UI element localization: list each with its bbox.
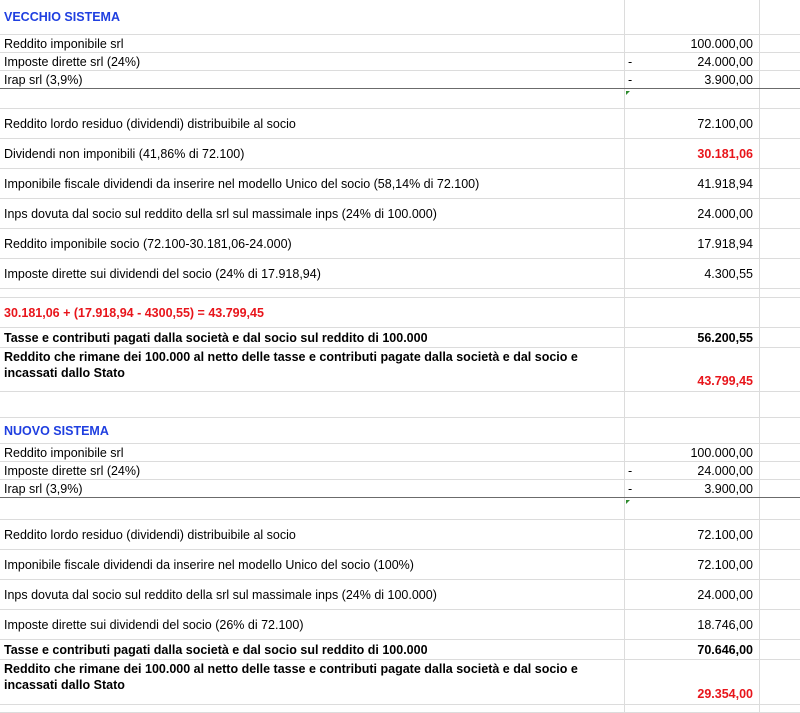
row-label: Tasse e contributi pagati dalla società e dal socio sul reddito di 100.000	[4, 642, 428, 657]
sheet-row	[0, 169, 800, 199]
row-label: Reddito imponibile srl	[4, 445, 124, 460]
sign-text: -	[628, 463, 633, 478]
label-cell[interactable]	[0, 35, 625, 52]
row-label: VECCHIO SISTEMA	[4, 10, 120, 24]
label-cell[interactable]	[0, 418, 625, 443]
label-cell[interactable]	[0, 0, 625, 34]
minus-sign	[625, 480, 639, 497]
value-cell[interactable]	[625, 550, 760, 579]
row-value: 17.918,94	[697, 236, 753, 251]
empty-row	[0, 705, 800, 713]
row-value: 70.646,00	[697, 642, 753, 657]
row-value: 24.000,00	[697, 206, 753, 221]
row-label-line2: incassati dallo Stato	[4, 678, 125, 692]
sheet-row	[0, 480, 800, 498]
sheet-row	[0, 610, 800, 640]
label-cell[interactable]	[0, 480, 625, 497]
cell-empty[interactable]	[760, 139, 800, 168]
label-cell[interactable]	[0, 580, 625, 609]
row-value: 3.900,00	[704, 72, 753, 87]
row-label: Irap srl (3,9%)	[4, 72, 83, 87]
value-cell[interactable]	[625, 640, 760, 659]
label-cell[interactable]	[0, 640, 625, 659]
sheet-row	[0, 35, 800, 53]
label-cell[interactable]	[0, 462, 625, 479]
row-label: Reddito che rimane dei 100.000 al netto delle tasse e contributi pagate dalla società e dal socio e	[4, 662, 578, 676]
cell-empty[interactable]	[760, 418, 800, 443]
label-cell[interactable]	[0, 550, 625, 579]
value-cell[interactable]	[625, 169, 760, 198]
row-label: Reddito lordo residuo (dividendi) distribuibile al socio	[4, 527, 296, 542]
sheet-row	[0, 444, 800, 462]
cell-empty[interactable]	[0, 89, 625, 108]
cell-empty[interactable]	[760, 498, 800, 519]
row-value: 30.181,06	[697, 146, 753, 161]
label-cell[interactable]	[0, 348, 625, 391]
sheet-row	[0, 520, 800, 550]
empty-row	[0, 498, 800, 520]
row-label: NUOVO SISTEMA	[4, 423, 109, 438]
value-cell[interactable]	[625, 259, 760, 288]
cell-empty[interactable]	[0, 705, 625, 712]
cell-empty[interactable]	[760, 169, 800, 198]
value-cell[interactable]	[625, 71, 760, 88]
row-label: Tasse e contributi pagati dalla società e dal socio sul reddito di 100.000	[4, 330, 428, 345]
value-cell[interactable]	[625, 580, 760, 609]
row-label: Imponibile fiscale dividendi da inserire nel modello Unico del socio (100%)	[4, 557, 414, 572]
sheet-row	[0, 139, 800, 169]
cell-empty[interactable]	[760, 640, 800, 659]
sheet-row	[0, 550, 800, 580]
cell-empty[interactable]	[760, 610, 800, 639]
cell-empty[interactable]	[760, 259, 800, 288]
label-cell[interactable]	[0, 610, 625, 639]
row-value: 43.799,45	[697, 374, 753, 388]
label-cell[interactable]	[0, 444, 625, 461]
sheet-row	[0, 199, 800, 229]
row-value: 56.200,55	[697, 330, 753, 345]
label-cell[interactable]	[0, 298, 625, 327]
label-cell[interactable]	[0, 660, 625, 704]
row-label: Imposte dirette srl (24%)	[4, 54, 141, 69]
row-label: 30.181,06 + (17.918,94 - 4300,55) = 43.799,45	[4, 305, 264, 320]
row-value: 72.100,00	[697, 527, 753, 542]
sheet-row	[0, 580, 800, 610]
cell-empty[interactable]	[760, 71, 800, 88]
row-label: Inps dovuta dal socio sul reddito della srl sul massimale inps (24% di 100.000)	[4, 206, 437, 221]
value-cell[interactable]	[625, 480, 760, 497]
cell-empty[interactable]	[625, 289, 760, 297]
row-label: Imposte dirette sui dividendi del socio (26% di 72.100)	[4, 617, 304, 632]
row-value: 29.354,00	[697, 687, 753, 701]
sheet-row	[0, 229, 800, 259]
cell-empty[interactable]	[760, 289, 800, 297]
sheet-row	[0, 298, 800, 328]
row-label: Reddito lordo residuo (dividendi) distribuibile al socio	[4, 116, 296, 131]
row-value: 72.100,00	[697, 116, 753, 131]
cell-empty[interactable]	[760, 580, 800, 609]
cell-empty[interactable]	[760, 705, 800, 712]
empty-row	[0, 289, 800, 298]
row-label: Dividendi non imponibili (41,86% di 72.100)	[4, 146, 245, 161]
sign-text: -	[628, 481, 633, 496]
label-cell[interactable]	[0, 259, 625, 288]
row-label: Reddito che rimane dei 100.000 al netto delle tasse e contributi pagate dalla società e dal socio e	[4, 350, 578, 364]
cell-empty[interactable]	[0, 498, 625, 519]
sign-text: -	[628, 54, 633, 69]
minus-sign	[625, 71, 639, 88]
value-cell[interactable]	[625, 53, 760, 70]
row-label: Irap srl (3,9%)	[4, 481, 83, 496]
minus-sign	[625, 462, 639, 479]
label-cell[interactable]	[0, 169, 625, 198]
value-cell[interactable]	[625, 444, 760, 461]
label-cell[interactable]	[0, 199, 625, 228]
cell-empty[interactable]	[760, 298, 800, 327]
value-cell[interactable]	[625, 520, 760, 549]
cell-empty[interactable]	[760, 550, 800, 579]
value-cell[interactable]	[625, 392, 760, 417]
value-cell[interactable]	[625, 139, 760, 168]
value-cell[interactable]	[625, 328, 760, 347]
row-value: 100.000,00	[690, 445, 753, 460]
cell-empty[interactable]	[760, 35, 800, 52]
value-cell[interactable]	[625, 109, 760, 138]
sheet-row	[0, 392, 800, 418]
label-cell[interactable]	[0, 71, 625, 88]
sheet-row	[0, 0, 800, 35]
label-cell[interactable]	[0, 229, 625, 258]
cell-empty[interactable]	[760, 53, 800, 70]
minus-sign	[625, 53, 639, 70]
row-label: Inps dovuta dal socio sul reddito della srl sul massimale inps (24% di 100.000)	[4, 587, 437, 602]
row-value: 3.900,00	[704, 481, 753, 496]
sheet-row	[0, 348, 800, 392]
sign-text: -	[628, 72, 633, 87]
cell-empty[interactable]	[760, 109, 800, 138]
row-value: 24.000,00	[697, 587, 753, 602]
value-cell[interactable]	[625, 0, 760, 34]
row-value: 18.746,00	[697, 617, 753, 632]
value-cell[interactable]	[625, 35, 760, 52]
cell-empty[interactable]	[760, 89, 800, 108]
row-label: Reddito imponibile srl	[4, 36, 124, 51]
label-cell[interactable]	[0, 53, 625, 70]
cell-empty[interactable]	[760, 0, 800, 34]
empty-row	[0, 89, 800, 109]
value-cell[interactable]	[625, 660, 760, 704]
row-label: Imponibile fiscale dividendi da inserire nel modello Unico del socio (58,14% di 72.100)	[4, 176, 480, 191]
value-cell[interactable]	[625, 418, 760, 443]
label-cell[interactable]	[0, 139, 625, 168]
value-cell[interactable]	[625, 229, 760, 258]
cell-empty[interactable]	[760, 199, 800, 228]
cell-empty[interactable]	[760, 520, 800, 549]
row-label-line2: incassati dallo Stato	[4, 366, 125, 380]
row-value: 24.000,00	[697, 463, 753, 478]
cell-empty[interactable]	[760, 462, 800, 479]
cell-empty[interactable]	[760, 348, 800, 391]
sheet-row	[0, 53, 800, 71]
label-cell[interactable]	[0, 520, 625, 549]
value-cell[interactable]	[625, 462, 760, 479]
cell-empty[interactable]	[760, 480, 800, 497]
row-label: Imposte dirette sui dividendi del socio (24% di 17.918,94)	[4, 266, 321, 281]
sheet-row	[0, 418, 800, 444]
value-cell[interactable]	[625, 348, 760, 391]
row-value: 72.100,00	[697, 557, 753, 572]
sheet-row	[0, 71, 800, 89]
sheet-row	[0, 328, 800, 348]
cell-empty[interactable]	[760, 444, 800, 461]
label-cell[interactable]	[0, 109, 625, 138]
value-cell[interactable]	[625, 610, 760, 639]
value-cell[interactable]	[625, 199, 760, 228]
sheet-row	[0, 109, 800, 139]
cell-empty[interactable]	[625, 498, 760, 519]
sheet-row	[0, 660, 800, 705]
row-value: 41.918,94	[697, 176, 753, 191]
sheet-row	[0, 640, 800, 660]
cell-empty[interactable]	[625, 705, 760, 712]
cell-empty[interactable]	[625, 89, 760, 108]
value-cell[interactable]	[625, 298, 760, 327]
cell-empty[interactable]	[0, 289, 625, 297]
label-cell[interactable]	[0, 392, 625, 417]
cell-empty[interactable]	[760, 660, 800, 704]
cell-empty[interactable]	[760, 328, 800, 347]
cell-empty[interactable]	[760, 229, 800, 258]
row-label: Reddito imponibile socio (72.100-30.181,06-24.000)	[4, 236, 292, 251]
sheet-row	[0, 462, 800, 480]
row-value: 24.000,00	[697, 54, 753, 69]
label-cell[interactable]	[0, 328, 625, 347]
row-value: 4.300,55	[704, 266, 753, 281]
sheet-row	[0, 259, 800, 289]
row-label: Imposte dirette srl (24%)	[4, 463, 141, 478]
row-value: 100.000,00	[690, 36, 753, 51]
cell-empty[interactable]	[760, 392, 800, 417]
